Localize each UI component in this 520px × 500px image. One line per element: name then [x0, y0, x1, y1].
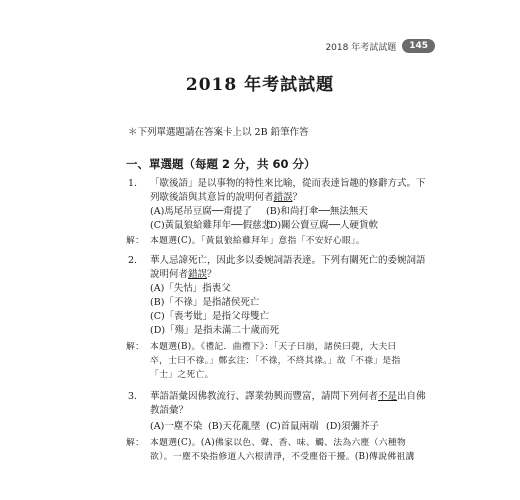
answer-line: 本題選(C)。(A)佛家以色、聲、香、味、觸、法為六塵（六種物	[150, 438, 407, 448]
page-title: 2018 年考試試題	[185, 75, 335, 95]
option-A: (A)馬尾吊豆腐──甭提了	[150, 206, 252, 217]
answer-line: 本題選(C)。「黃鼠狼給雞拜年」意指「不安好心眼」。	[150, 236, 365, 246]
option-C: (C)「喪考妣」是指父母雙亡	[150, 311, 270, 322]
question-stem-line: 列歇後語與其意旨的說明何者錯誤？	[150, 192, 303, 203]
answer-label: 解：	[126, 342, 145, 352]
emphasis-underline: 錯誤	[273, 192, 293, 203]
question-number: 1.	[128, 178, 138, 189]
question-stem-line: 教語彙？	[150, 405, 189, 416]
answer-label: 解：	[126, 236, 145, 246]
option-B: (B)「不祿」是指諸侯死亡	[150, 297, 260, 308]
question-stem-line: 華人忌諱死亡，因此多以委婉詞語表達。下列有關死亡的委婉詞語	[150, 255, 426, 266]
question-number: 3.	[128, 391, 138, 402]
question-stem-line: 「歇後語」是以事物的特性來比喻，從而表達旨趣的修辭方式。下	[150, 178, 426, 189]
question-number: 2.	[128, 255, 138, 266]
running-title: 2018 年考試試題	[325, 42, 397, 53]
question-stem-line: 華語語彙因佛教流行、譯業勃興而豐富，請問下列何者不是出自佛	[150, 391, 426, 402]
option-D: (D)須彌芥子	[326, 421, 380, 432]
emphasis-underline: 不是	[378, 391, 398, 402]
answer-line: 「士」之死亡。	[150, 370, 214, 380]
emphasis-underline: 錯誤	[188, 269, 208, 280]
answer-line: 欲）。一塵不染指修道人六根清淨，不受塵俗干擾。(B)傳說佛祖講	[150, 452, 415, 462]
answer-line: 卒，士曰不祿。」鄭玄注：「不祿，不終其祿。」故「不祿」是指	[150, 356, 401, 366]
option-C: (C)首鼠兩端	[266, 421, 319, 432]
option-A: (A)一塵不染	[150, 421, 203, 432]
instruction-text: ＊下列單選題請在答案卡上以 2B 鉛筆作答	[128, 127, 309, 138]
running-header	[325, 39, 435, 53]
answer-label: 解：	[126, 438, 145, 448]
section-heading: 一、單選題（每題 2 分，共 60 分）	[126, 157, 316, 171]
option-B: (B)和尚打傘──無法無天	[266, 206, 368, 217]
option-D: (D)「殤」是指未滿二十歲而死	[150, 325, 280, 336]
option-D: (D)關公賣豆腐──人硬貨軟	[266, 220, 378, 231]
option-B: (B)天花亂墜	[208, 421, 261, 432]
option-C: (C)黃鼠狼給雞拜年──假慈悲	[150, 220, 272, 231]
option-A: (A)「失怙」指喪父	[150, 283, 231, 294]
question-stem-line: 說明何者錯誤？	[150, 269, 217, 280]
page-number-badge: 145	[402, 39, 435, 53]
answer-line: 本題選(B)。《禮記．曲禮下》：「天子曰崩，諸侯曰薨，大夫曰	[150, 342, 397, 352]
